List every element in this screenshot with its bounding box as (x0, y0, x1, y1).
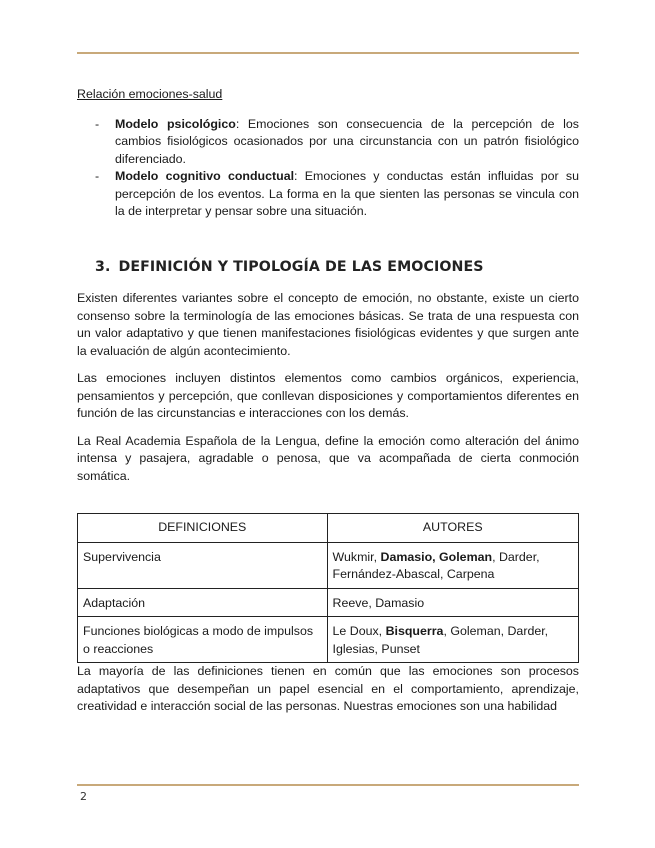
page-number: 2 (80, 790, 87, 803)
list-item (77, 168, 579, 221)
table-row (78, 588, 579, 617)
page-content (77, 86, 579, 726)
column-header: AUTORES (327, 514, 578, 543)
subheading: Relación emociones-salud (77, 87, 223, 101)
model-term: Modelo cognitivo conductual (115, 169, 295, 183)
authors-cell (327, 588, 578, 617)
authors-text: , Darder, Fernández-Abascal, Carpena (332, 549, 540, 581)
authors-text: Le Doux, (332, 624, 386, 638)
authors-cell (327, 617, 578, 663)
section-number: 3. (95, 258, 111, 275)
closing-paragraph: La mayoría de las definiciones tienen en común que las emociones son procesos adaptativos que desempeñan un papel esencial en el comportamiento, aprendizaje, creatividad e interacción social de las personas. Nuestras emociones son una habilidad (77, 664, 579, 713)
table-row (78, 617, 579, 663)
section-heading (95, 259, 579, 277)
definitions-table (77, 513, 579, 663)
model-text: : Emociones y conductas están influidas por su percepción de los eventos. La forma en la que sienten las personas se vincula con la de interpretar y pensar sobre una situación. (115, 169, 579, 218)
table-header-row (78, 514, 579, 543)
definition-cell: Supervivencia (78, 542, 328, 588)
bullet-dash: - (95, 116, 100, 131)
authors-text: , Goleman, Darder, Iglesias, Punset (332, 624, 549, 656)
header-rule (77, 52, 579, 54)
list-item (77, 116, 579, 169)
authors-bold: Bisquerra (385, 624, 444, 638)
models-list (77, 116, 579, 221)
paragraph: Existen diferentes variantes sobre el concepto de emoción, no obstante, existe un cierto consenso sobre la terminología de las emociones básicas. Se trata de una respuesta con un valor adaptativo y que tienen manifestaciones fisiológicas evidentes y que surgen ante la evaluación de algún acontecimiento. (77, 291, 579, 358)
model-term: Modelo psicológico (115, 116, 236, 131)
authors-bold: Damasio, Goleman (380, 549, 493, 564)
bullet-dash: - (95, 169, 100, 183)
model-text: : Emociones son consecuencia de la percepción de los cambios fisiológicos ocasionados por una circunstancia con un patrón fisiológico diferenciado. (115, 116, 579, 166)
definition-cell: Adaptación (78, 588, 328, 617)
paragraph: Las emociones incluyen distintos elementos como cambios orgánicos, experiencia, pensamientos y percepción, que conllevan disposiciones y comportamientos diferentes en función de las circunstancias e interacciones con los demás. (77, 371, 579, 420)
column-header: DEFINICIONES (78, 514, 328, 543)
authors-cell (327, 542, 578, 588)
authors-text: Wukmir, (332, 549, 381, 564)
footer-rule (77, 784, 579, 786)
definition-cell: Funciones biológicas a modo de impulsos o reacciones (78, 617, 328, 663)
section-title: DEFINICIÓN Y TIPOLOGÍA DE LAS EMOCIONES (118, 258, 484, 275)
table-row (78, 542, 579, 588)
authors-text: Reeve, Damasio (332, 595, 425, 610)
paragraph: La Real Academia Española de la Lengua, define la emoción como alteración del ánimo intensa y pasajera, agradable o penosa, que va acompañada de cierta conmoción somática. (77, 433, 579, 483)
